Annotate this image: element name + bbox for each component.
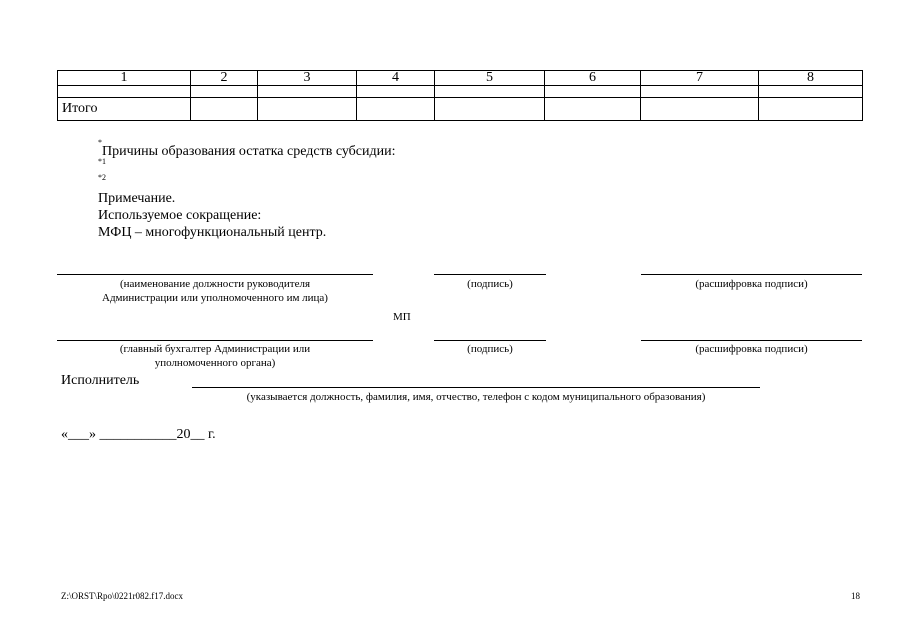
file-path: Z:\ORST\Rpo\0221r082.f17.docx [61, 591, 183, 601]
header-cell: 5 [435, 71, 545, 86]
table-cell [641, 98, 759, 121]
executor-label: Исполнитель [61, 373, 140, 388]
date-line: «___» ___________20__ г. [61, 427, 216, 442]
table-cell [191, 86, 258, 98]
table-cell [258, 98, 357, 121]
table-cell [357, 86, 435, 98]
accountant-signature-caption: (подпись) [467, 343, 513, 355]
header-cell: 8 [759, 71, 863, 86]
data-table [57, 70, 863, 121]
table-total-row [58, 98, 863, 121]
table-cell [191, 98, 258, 121]
header-cell: 2 [191, 71, 258, 86]
accountant-signature-line [434, 340, 546, 341]
accountant-caption-1: (главный бухгалтер Администрации или [119, 343, 311, 355]
head-decoding-line [641, 274, 862, 275]
footnote-2: *2 [98, 173, 106, 182]
table-cell [545, 86, 641, 98]
header-cell: 6 [545, 71, 641, 86]
header-cell: 3 [258, 71, 357, 86]
table-cell [545, 98, 641, 121]
total-label: Итого [58, 98, 191, 121]
head-decoding-caption: (расшифровка подписи) [695, 278, 808, 290]
header-cell: 1 [58, 71, 191, 86]
table-header-row [58, 71, 863, 86]
accountant-decoding-caption: (расшифровка подписи) [695, 343, 808, 355]
table-cell [58, 86, 191, 98]
table-cell [641, 86, 759, 98]
executor-line [192, 387, 760, 388]
head-position-line [57, 274, 373, 275]
footnote-1: *1 [98, 157, 106, 166]
page-number: 18 [851, 591, 860, 601]
table-cell [258, 86, 357, 98]
reasons-text: Причины образования остатка средств субсидии: [102, 144, 396, 159]
stamp-mark: МП [393, 311, 411, 323]
accountant-caption-2: уполномоченного органа) [154, 357, 276, 369]
accountant-decoding-line [641, 340, 862, 341]
reasons-footnote-mark: * [98, 138, 102, 147]
abbreviation-mfc: МФЦ – многофункциональный центр. [98, 225, 327, 240]
accountant-line [57, 340, 373, 341]
head-position-caption-2: Администрации или уполномоченного им лица) [102, 292, 328, 304]
table-cell [357, 98, 435, 121]
header-cell: 7 [641, 71, 759, 86]
table-cell [435, 86, 545, 98]
head-signature-line [434, 274, 546, 275]
table-cell [759, 98, 863, 121]
head-signature-caption: (подпись) [467, 278, 513, 290]
header-cell: 4 [357, 71, 435, 86]
table-cell [435, 98, 545, 121]
table-row [58, 86, 863, 98]
executor-caption: (указывается должность, фамилия, имя, отчество, телефон с кодом муниципального образования) [246, 391, 706, 403]
abbreviation-title: Используемое сокращение: [98, 208, 262, 223]
table-cell [759, 86, 863, 98]
note-title: Примечание. [98, 191, 176, 206]
head-position-caption-1: (наименование должности руководителя [119, 278, 311, 290]
